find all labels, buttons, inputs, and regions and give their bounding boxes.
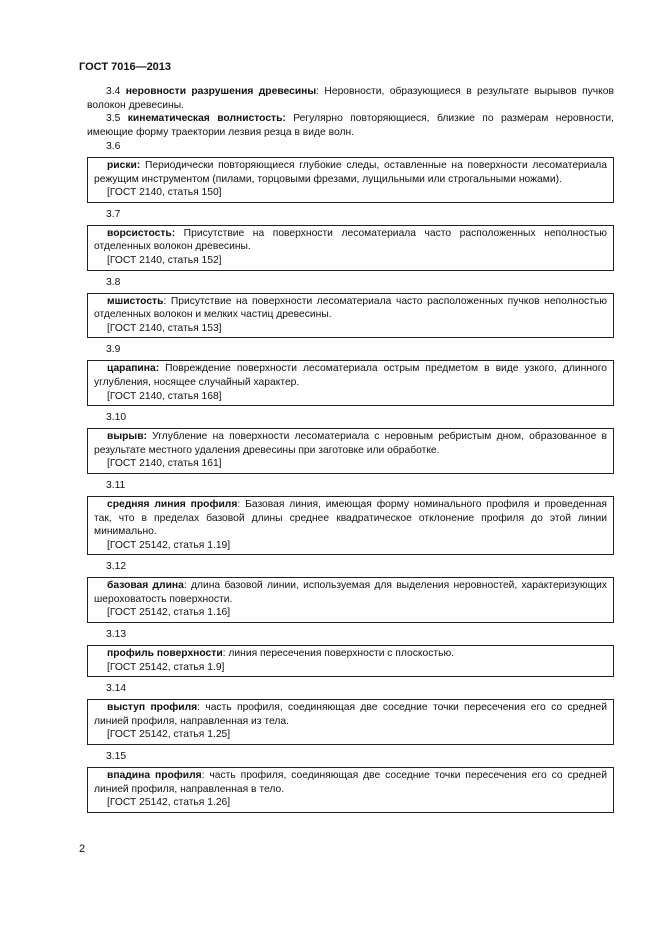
term-name: вырыв: [107,431,147,443]
term-separator: : [316,86,320,97]
item-number: 3.7 [106,208,121,220]
definition-text [94,701,607,728]
term-text: Неровности, образующиеся в результате вырывов пучков волокон древесины. [87,86,614,111]
definition-text [94,362,607,389]
definition-3-4 [87,85,614,112]
term-name: неровности разрушения древесины [125,86,317,97]
term-text: Углубление на поверхности лесоматериала с неровным ребристым дном, образованное в результате местного удаления древесины при заготовке или обработке. [94,431,607,456]
definition-text [94,159,607,186]
term-text: : линия пересечения поверхности с плоскостью. [222,648,455,660]
document-header: ГОСТ 7016—2013 [79,61,172,73]
source-reference: [ГОСТ 25142, статья 1.25] [107,729,231,741]
term-text: : Присутствие на поверхности лесоматериала часто расположенных пучков неполностью отделенных волокон и мелких частиц древесины. [94,295,607,321]
definition-box [87,157,614,203]
item-number: 3.9 [106,344,121,356]
term-text: : длина базовой линии, используемая для выделения неровностей, характеризующих шероховатость поверхности. [94,580,607,605]
source-reference: [ГОСТ 2140, статья 153] [107,322,222,334]
page-number: 2 [79,843,86,855]
definition-box [87,767,614,813]
definition-text [94,769,607,796]
term-name: впадина профиля [107,770,202,782]
source-reference: [ГОСТ 2140, статья 161] [107,458,222,470]
definition-box [87,496,614,555]
item-number: 3.15 [106,751,127,763]
item-number: 3.14 [106,683,127,695]
definition-box [87,428,614,474]
term-text: : часть профиля, соединяющая две соседние точки пересечения его со средней линией профиля, направленная из тела. [94,702,607,727]
term-text: : часть профиля, соединяющая две соседние точки пересечения его со средней линией профиля, направленная в тело. [94,770,607,795]
definition-box [87,360,614,406]
item-number: 3.5 [106,113,121,125]
definition-text [94,647,607,661]
term-name: риски: [107,160,141,171]
definition-text [94,227,607,254]
intro-definitions [87,85,614,139]
definition-text [94,579,607,606]
term-text: Присутствие на поверхности лесоматериала часто расположенных неполностью отделенных волокон древесины. [94,227,607,253]
definition-text [94,498,607,539]
definition-box [87,293,614,339]
definition-box [87,645,614,677]
boxed-definitions-list [87,140,614,818]
source-reference: [ГОСТ 25142, статья 1.26] [107,797,231,809]
item-number: 3.6 [106,141,121,152]
term-name: средняя линия профиля [107,498,238,510]
item-number: 3.13 [106,629,127,641]
term-text: Периодически повторяющиеся глубокие следы, оставленные на поверхности лесоматериала режущим инструментом (пилами, торцовыми фрезами, лущильными или строгальными ножами). [94,160,607,185]
term-name: профиль поверхности [107,648,223,660]
term-text: : Базовая линия, имеющая форму номинального профиля и проведенная так, что в пределах базовой длины среднее квадратическое отклонение профиля до этой линии минимально. [94,498,607,538]
source-reference: [ГОСТ 2140, статья 152] [107,254,222,266]
definition-box [87,577,614,623]
source-reference: [ГОСТ 25142, статья 1.9] [107,661,225,673]
term-name: выступ профиля [107,702,198,714]
source-reference: [ГОСТ 25142, статья 1.16] [107,607,231,619]
item-number: 3.11 [106,479,126,491]
definition-text [94,430,607,457]
term-name: ворсистость: [107,227,176,239]
definition-box [87,225,614,271]
item-number: 3.12 [106,561,127,573]
item-number: 3.4 [106,86,121,97]
definition-text [94,295,607,322]
source-reference: [ГОСТ 2140, статья 150] [107,187,222,199]
definition-box [87,699,614,745]
term-name: мшистость [107,295,164,307]
term-name: базовая длина [107,580,184,592]
source-reference: [ГОСТ 25142, статья 1.19] [107,539,231,551]
definition-3-5 [87,112,614,139]
term-text: Регулярно повторяющиеся, близкие по размерам неровности, имеющие форму траектории лезвия резца в виде волн. [87,113,614,138]
source-reference: [ГОСТ 2140, статья 168] [107,390,222,402]
item-number: 3.10 [106,412,127,424]
term-name: царапина: [107,363,160,375]
term-name: кинематическая волнистость: [127,113,286,125]
term-text: Повреждение поверхности лесоматериала острым предметом в виде узкого, длинного углубления, носящее случайный характер. [94,363,607,388]
item-number: 3.8 [106,276,121,288]
